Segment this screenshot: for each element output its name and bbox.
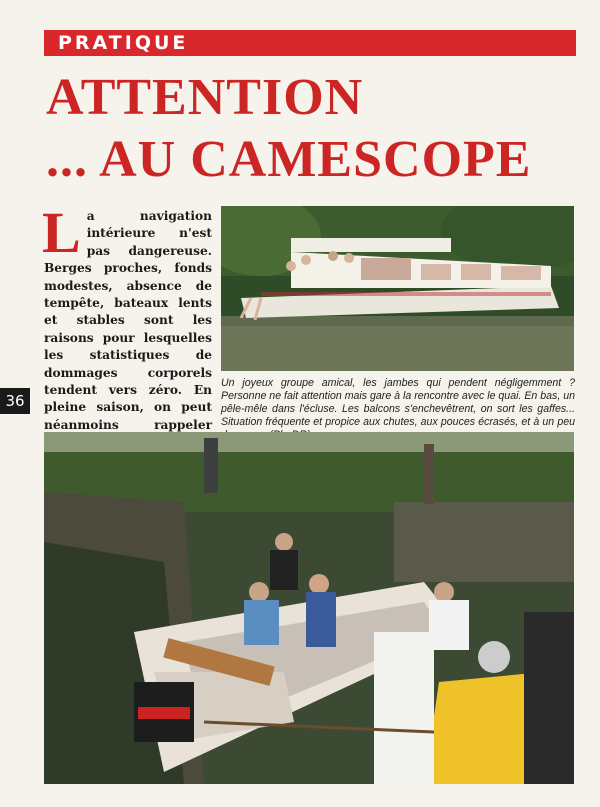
headline-line-2: ... AU CAMESCOPE [46, 131, 532, 188]
section-label: PRATIQUE [58, 32, 189, 54]
photo-caption: Un joyeux groupe amical, les jambes qui pendent négligemment ? Personne ne fait attention mais gare à la rencontre avec le quai. En bas, un pêle-mêle dans l'écluse. Les balcons s'enchevêtrent, on sort les gaffes... Situation fréquente et propice aux chutes, aux pouces écrasés, et à un peu [221, 377, 575, 428]
article-paragraph: a navigation intérieure n'est pas dangereuse. Berges proches, fonds modestes, absence de tempête, bateaux lents et stables sont les raisons pour lesquelles les statistiques de dommages corporels tendent vers zéro. En pleine saison, on peut néanmoins rappeler [44, 209, 212, 432]
lock-scene-illustration [44, 432, 574, 784]
lock-crowd-photo [44, 432, 574, 784]
drop-cap: L [42, 200, 81, 265]
page-number: 36 [0, 388, 30, 414]
houseboat-photo [221, 206, 574, 371]
headline-line-1: ATTENTION [46, 69, 364, 126]
houseboat-illustration [221, 206, 574, 371]
section-banner [44, 30, 576, 56]
